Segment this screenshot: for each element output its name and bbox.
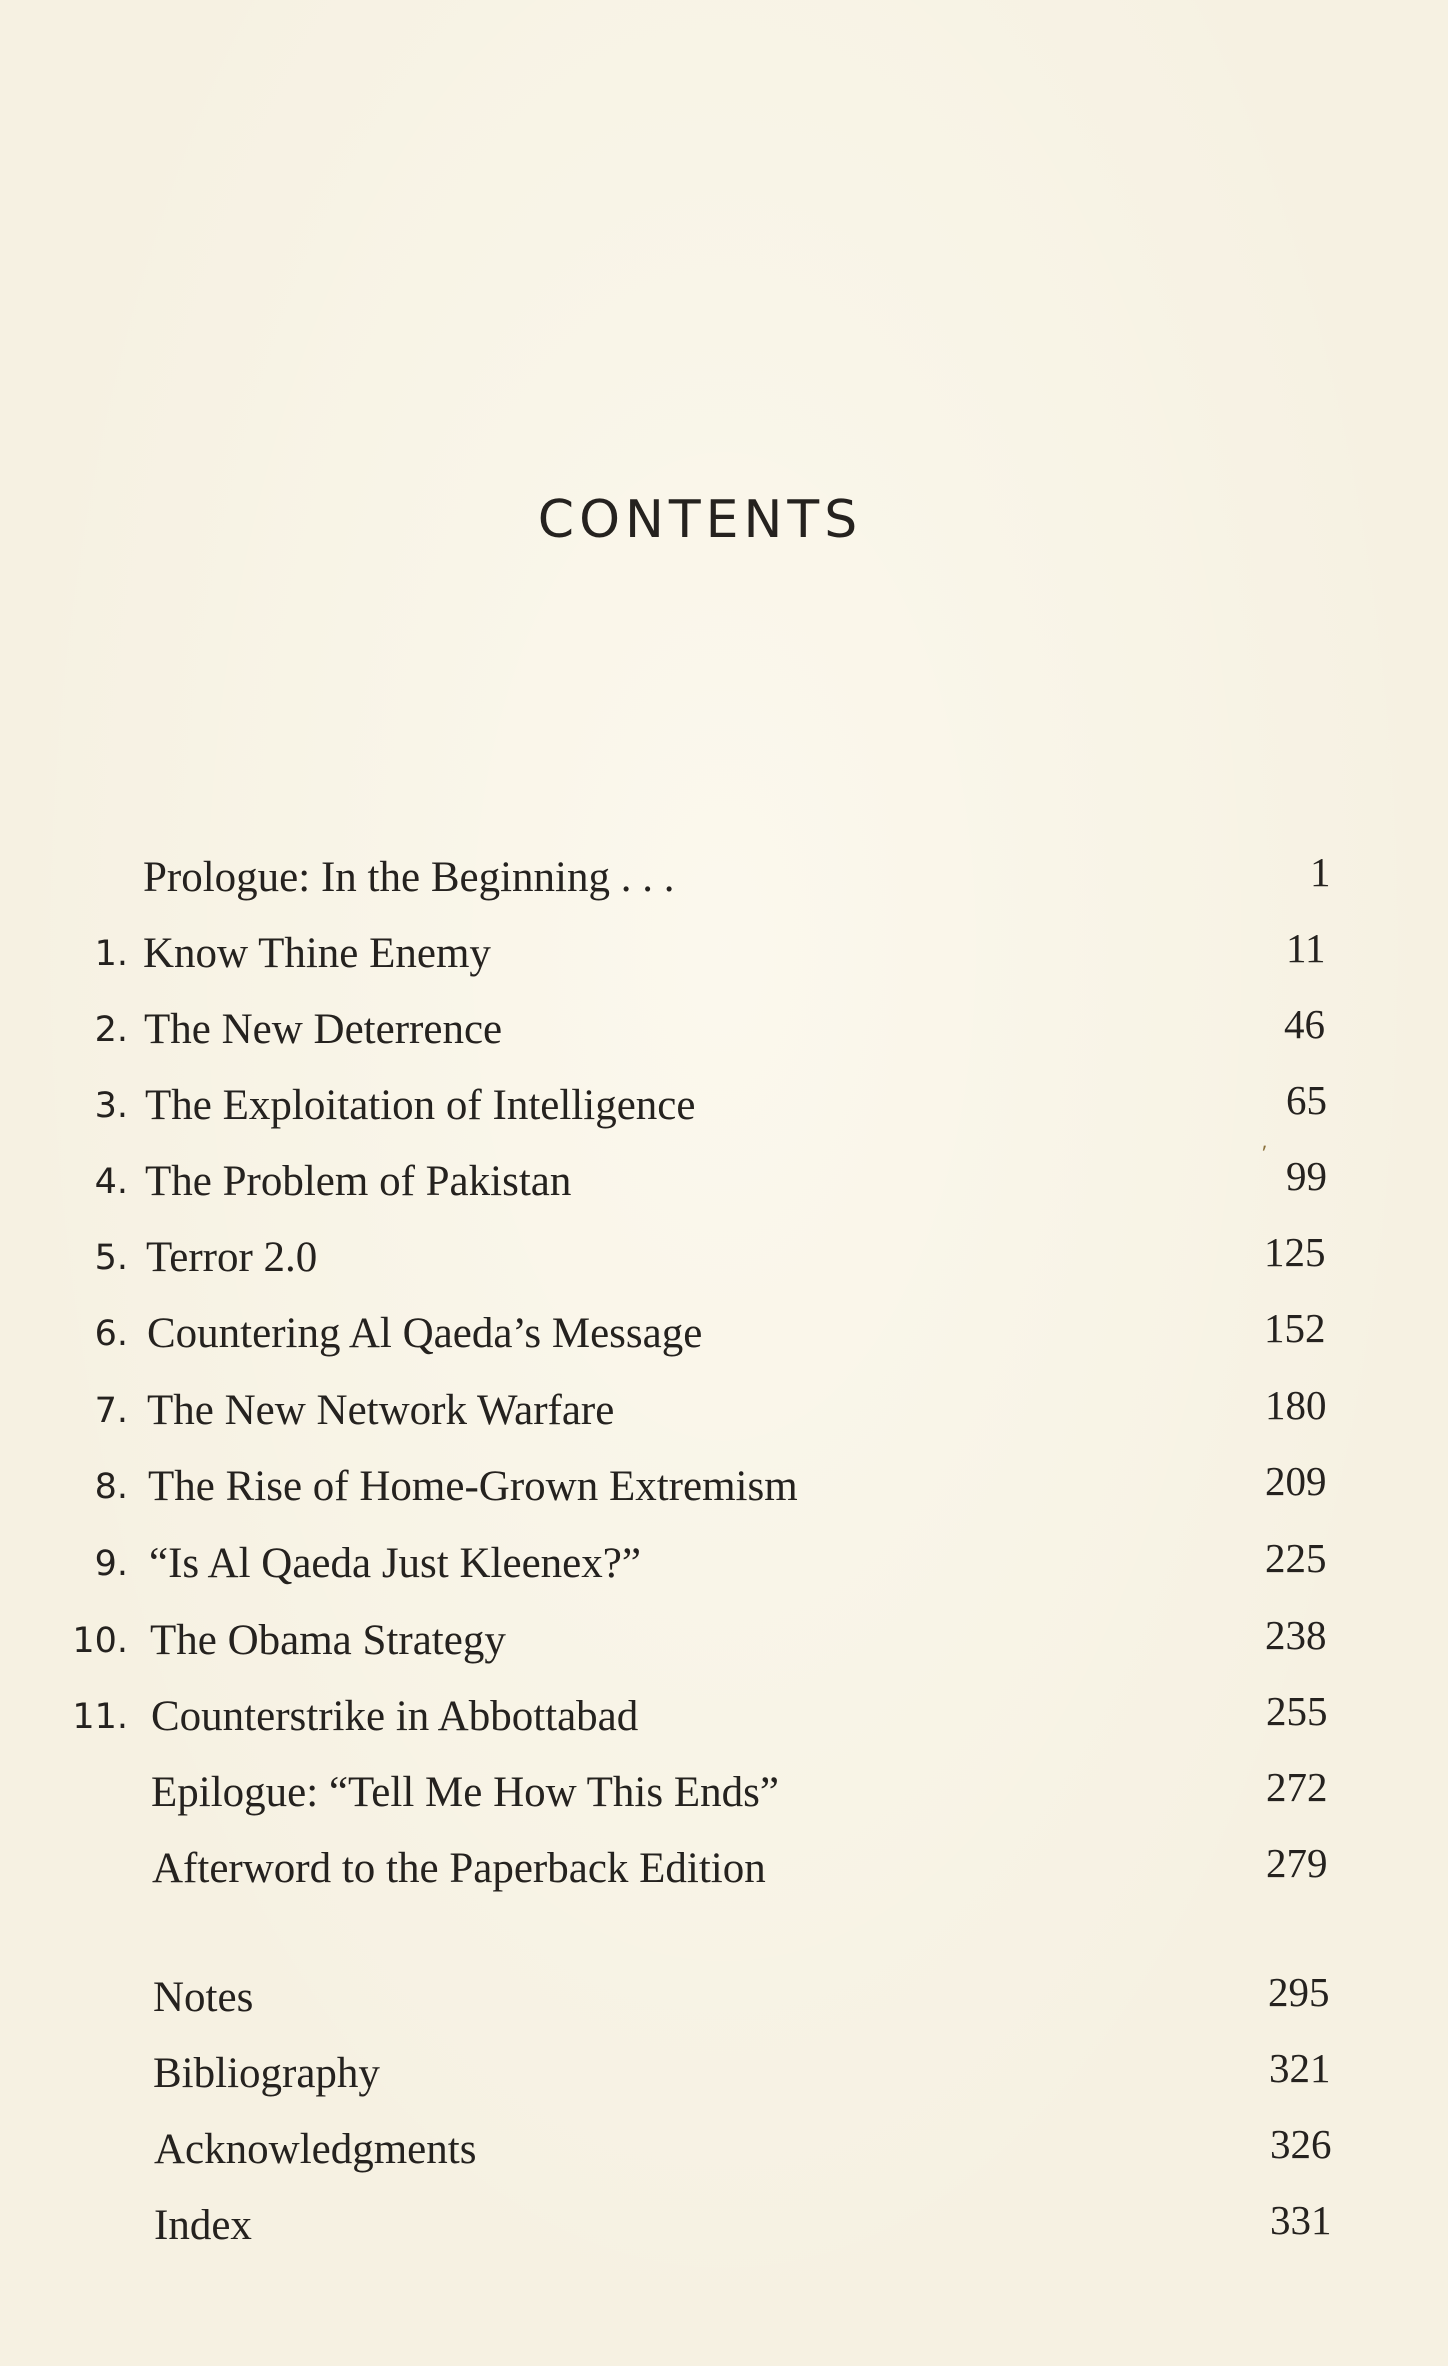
entry-number: 5.: [94, 1238, 128, 1278]
toc-entry-epilogue[interactable]: [0, 1763, 1448, 1823]
toc-entry-chapter-9[interactable]: [0, 1534, 1448, 1594]
entry-page: 272: [1266, 1764, 1328, 1810]
toc-entry-chapter-3[interactable]: [0, 1076, 1448, 1136]
entry-title: The New Deterrence: [144, 1006, 503, 1053]
entry-number: 10.: [72, 1621, 128, 1661]
entry-page: 180: [1265, 1382, 1327, 1428]
entry-number: 6.: [94, 1314, 128, 1354]
entry-title: The New Network Warfare: [147, 1387, 615, 1434]
entry-page: 11: [1286, 925, 1326, 971]
toc-entry-chapter-5[interactable]: [0, 1228, 1448, 1288]
toc-entry-chapter-4[interactable]: [0, 1152, 1448, 1212]
entry-number: 3.: [94, 1086, 128, 1126]
entry-page: 295: [1268, 1969, 1330, 2015]
entry-title: The Exploitation of Intelligence: [145, 1082, 696, 1129]
entry-title: Index: [154, 2202, 252, 2249]
toc-entry-chapter-6[interactable]: [0, 1304, 1448, 1364]
toc-entry-acknowledgments[interactable]: [0, 2120, 1448, 2180]
toc-entry-chapter-10[interactable]: [0, 1611, 1448, 1671]
entry-page: 279: [1266, 1840, 1328, 1886]
entry-page: 321: [1269, 2045, 1331, 2091]
entry-number: 11.: [72, 1697, 128, 1737]
toc-entry-prologue[interactable]: [0, 848, 1448, 908]
entry-page: 209: [1265, 1458, 1327, 1504]
entry-page: 152: [1264, 1305, 1326, 1351]
entry-page: 326: [1270, 2121, 1332, 2167]
toc-entry-chapter-11[interactable]: [0, 1687, 1448, 1747]
entry-title: Notes: [153, 1974, 254, 2021]
entry-number: 8.: [94, 1467, 128, 1507]
entry-page: 225: [1265, 1535, 1327, 1581]
entry-page: 331: [1270, 2197, 1332, 2243]
entry-page: 99: [1286, 1153, 1327, 1199]
entry-title: The Obama Strategy: [150, 1617, 506, 1664]
entry-title: Know Thine Enemy: [143, 930, 491, 977]
toc-entry-index[interactable]: [0, 2196, 1448, 2256]
toc-entry-bibliography[interactable]: [0, 2044, 1448, 2104]
toc-entry-afterword[interactable]: [0, 1839, 1448, 1899]
entry-title: Epilogue: “Tell Me How This Ends”: [151, 1769, 779, 1816]
entry-title: Bibliography: [153, 2050, 380, 2097]
entry-number: 7.: [94, 1391, 128, 1431]
entry-number: 9.: [94, 1544, 128, 1584]
entry-page: 65: [1286, 1077, 1327, 1123]
entry-title: Prologue: In the Beginning . . .: [143, 854, 675, 901]
toc-entry-chapter-1[interactable]: [0, 924, 1448, 984]
toc-entry-notes[interactable]: [0, 1968, 1448, 2028]
entry-title: Counterstrike in Abbottabad: [151, 1693, 639, 1740]
entry-number: 4.: [94, 1162, 128, 1202]
entry-title: “Is Al Qaeda Just Kleenex?”: [149, 1540, 641, 1587]
ink-mark: ⸴: [1262, 1134, 1268, 1156]
toc-entry-chapter-8[interactable]: [0, 1457, 1448, 1517]
entry-title: Countering Al Qaeda’s Message: [147, 1310, 703, 1357]
entry-title: The Rise of Home-Grown Extremism: [148, 1463, 798, 1510]
entry-page: 238: [1265, 1612, 1327, 1658]
entry-page: 125: [1264, 1229, 1326, 1275]
toc-entry-chapter-2[interactable]: [0, 1000, 1448, 1060]
entry-title: The Problem of Pakistan: [145, 1158, 572, 1205]
entry-number: 1.: [94, 934, 128, 974]
entry-number: 2.: [94, 1010, 128, 1050]
entry-page: 46: [1284, 1001, 1325, 1047]
toc-entry-chapter-7[interactable]: [0, 1381, 1448, 1441]
entry-page: 255: [1266, 1688, 1328, 1734]
contents-heading: CONTENTS: [537, 490, 863, 550]
entry-title: Acknowledgments: [154, 2126, 477, 2173]
entry-title: Afterword to the Paperback Edition: [152, 1845, 766, 1892]
entry-title: Terror 2.0: [146, 1234, 318, 1281]
entry-page: 1: [1310, 849, 1331, 895]
